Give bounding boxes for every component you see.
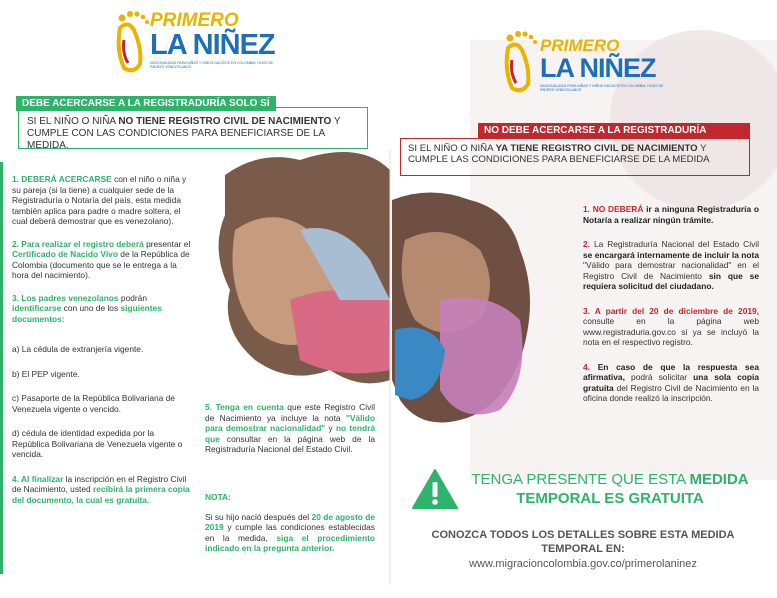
- right-column-steps: [583, 204, 759, 404]
- logo-tagline: NACIONALIDAD PARA NIÑAS Y NIÑOS NACIDOS EN COLOMBIA, HIJOS DE PADRES VENEZOLANOS: [540, 84, 664, 92]
- foot-logo-icon: [500, 28, 540, 94]
- right-step-2: 2. La Registraduría Nacional del Estado Civil se encargará internamente de incluir la nota "Válido para demostrar nacionalidad" en el Registro Civil de Nacimiento sin que se requiera solicitud del ciudadano.: [583, 239, 759, 291]
- left-intro-text: SI EL NIÑO O NIÑA: [27, 116, 119, 127]
- step-2: 2. Para realizar el registro deberá presentar el Certificado de Nacido Vivo de la República de Colombia (documento que se le entrega a la hora del nacimiento).: [12, 238, 191, 280]
- doc-a: a) La cédula de extranjería vigente.: [12, 344, 144, 354]
- logo-primero: PRIMERO: [540, 36, 620, 55]
- right-step-4: 4. En caso de que la respuesta sea afirmativa, podrá solicitar una sola copia gratuita del Registro Civil de Nacimiento en la oficina donde realizó la inscripción.: [583, 361, 759, 403]
- doc-d: d) cédula de identidad expedida por la República Bolivariana de Venezuela vigente o vencida.: [12, 428, 183, 459]
- doc-b: b) El PEP vigente.: [12, 368, 80, 379]
- left-intro-box: [18, 107, 368, 149]
- step-4: 4. Al finalizar la inscripción en el Registro Civil de Nacimiento, usted recibirá la primera copia del documento, la cual es gratuita.: [12, 473, 190, 505]
- right-logo: [500, 26, 670, 96]
- foot-logo-icon: [112, 8, 152, 74]
- warning-icon: [412, 468, 458, 510]
- details-text: CONOZCA TODOS LOS DETALLES SOBRE ESTA MEDIDA TEMPORAL EN:: [431, 529, 735, 555]
- right-step-1: 1. NO DEBERÁ ir a ninguna Registraduría o Notaría a realizar ningún trámite.: [583, 204, 759, 225]
- step-3: 3. Los padres venezolanos podrán identificarse con uno de los siguientes documentos:: [12, 292, 162, 324]
- left-intro-bold: NO TIENE REGISTRO CIVIL DE NACIMIENTO: [118, 116, 332, 127]
- nota-text: Si su hijo nació después del 20 de agosto de 2019 y cumple las condiciones establecidas en la medida, siga el procedimiento indicado en la pregunta anterior.: [205, 511, 376, 553]
- right-intro-text: SI EL NIÑO O NIÑA YA TIENE REGISTRO CIVIL DE NACIMIENTO Y CUMPLE LAS CONDICIONES PARA BENEFICIARSE DE LA MEDIDA: [408, 143, 710, 165]
- logo-tagline: NACIONALIDAD PARA NIÑAS Y NIÑOS NACIDOS EN COLOMBIA, HIJOS DE PADRES VENEZOLANOS: [150, 61, 274, 69]
- left-logo: [112, 6, 282, 76]
- left-intro-text-end: Y CUMPLE CON LAS CONDICIONES PARA BENEFICIARSE DE LA MEDIDA.: [27, 116, 341, 151]
- left-column-steps: [12, 174, 192, 505]
- logo-ninez: LA NIÑEZ: [540, 53, 656, 83]
- details-url[interactable]: www.migracioncolombia.gov.co/primerolaninez: [469, 558, 697, 570]
- logo-primero: PRIMERO: [150, 10, 239, 31]
- doc-c: c) Pasaporte de la República Bolivariana de Venezuela vigente o vencido.: [12, 393, 175, 414]
- warning-text: TENGA PRESENTE QUE ESTA MEDIDA TEMPORAL ES GRATUITA: [471, 471, 749, 507]
- nota-label: NOTA:: [205, 492, 231, 502]
- step-5: 5. Tenga en cuenta que este Registro Civil de Nacimiento ya incluye la nota "Válido para demostrar nacionalidad" y no tendrá que consultar en la página web de la Registraduría Nacional del Estado Civil.: [205, 402, 375, 454]
- nota-block: [205, 492, 375, 554]
- left-accent-bar: [0, 162, 3, 574]
- logo-ninez: LA NIÑEZ: [150, 29, 275, 61]
- right-step-3: 3. A partir del 20 de diciembre de 2019, consulte en la página web www.registraduria.gov.co si ya se incluyó la nota en el respectivo registro.: [583, 305, 759, 347]
- right-section-header: NO DEBE ACERCARSE A LA REGISTRADURÍA: [478, 123, 750, 138]
- left-section-header: DEBE ACERCARSE A LA REGISTRADURÍA SOLO SÍ: [16, 96, 276, 111]
- step-1: 1. DEBERÁ ACERCARSE con el niño o niña y su pareja (si la tiene) a cualquier sede de la Registraduría o Notaría del país, esta medida también aplica para padre o madre soltera, el cual deberá demostrar que es venezolano).: [12, 174, 187, 226]
